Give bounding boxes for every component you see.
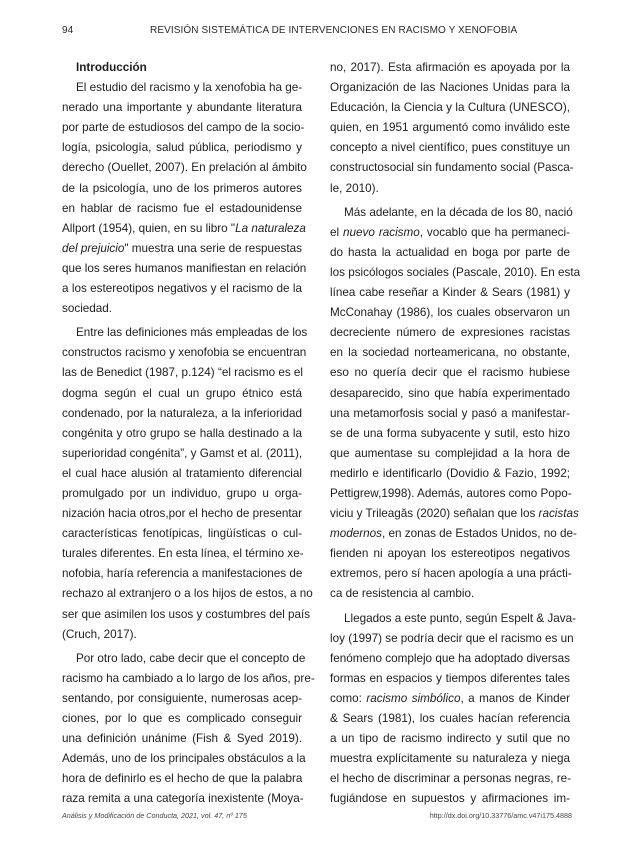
text-line: superioridad congénita”, y Gamst et al. (2011), xyxy=(62,446,303,460)
text-line: condenado, por la naturaleza, a la inferioridad xyxy=(62,406,302,420)
text-line: ciones, por lo que es complicado conseguir xyxy=(62,712,302,725)
text-line: hora de definirlo es el hecho de que la palabra xyxy=(62,772,303,786)
text-line: en la sociedad norteamericana, no obstante, xyxy=(330,346,570,360)
text-line: Organización de las Naciones Unidas para la xyxy=(330,81,570,95)
text-line: por parte de estudiosos del campo de la socio- xyxy=(62,121,305,135)
text-segment: , en zonas de Estados Unidos, no de- xyxy=(381,527,577,541)
text-line: derecho (Ouellet, 2007). En prelación al ámbito xyxy=(62,161,307,175)
text-line: El estudio del racismo y la xenofobia ha ge- xyxy=(76,81,303,95)
text-line: nerado una importante y abundante literatura xyxy=(62,101,302,115)
text-line: logía, psicología, salud pública, periodismo y xyxy=(62,141,302,155)
text-line: raza remita a una categoría inexistente (Moya- xyxy=(62,792,304,806)
text-line: dogma según el cual un grupo étnico está xyxy=(62,386,302,400)
text-line: desaparecido, sino que había experimentado xyxy=(330,386,570,400)
text-line xyxy=(330,524,577,544)
text-line: fienden ni apoyan los estereotipos negativos xyxy=(330,547,570,561)
text-line: fenómeno complejo que ha adoptado diversas xyxy=(330,651,570,665)
text-line: en hablar de racismo fue el estadounidense xyxy=(62,201,302,215)
right-text-column xyxy=(330,58,581,809)
text-line: racismo ha cambiado a lo largo de los años, pre- xyxy=(62,671,315,685)
page-number: 94 xyxy=(62,25,74,36)
text-line: Más adelante, en la década de los 80, nació xyxy=(344,205,573,219)
left-text-column xyxy=(62,58,315,809)
italic-text: del prejuicio xyxy=(62,241,125,255)
text-line: McConahay (1986), los cuales observaron un xyxy=(330,306,570,320)
doi-link[interactable]: http://dx.doi.org/10.33776/amc.v47i175.4888 xyxy=(429,811,572,820)
text-line: promulgado por un individuo, grupo u orga- xyxy=(62,486,302,500)
text-segment: Allport (1954), quien, en su libro " xyxy=(62,221,236,235)
text-line: Pettigrew,1998). Además, autores como Popo- xyxy=(330,486,572,500)
text-line: extremos, pero sí hacen apología a una prácti- xyxy=(330,567,572,581)
italic-text: La naturaleza xyxy=(235,221,306,235)
section-heading: Introducción xyxy=(76,61,147,74)
text-line: ca de resistencia al cambio. xyxy=(330,587,475,601)
text-line: a los estereotipos negativos y el racismo de la xyxy=(62,282,302,296)
text-line: congénita y otro grupo se halla destinado a la xyxy=(62,426,302,440)
text-line xyxy=(62,239,302,259)
text-line: características fenotípicas, lingüísticas o cul- xyxy=(62,527,302,541)
text-line: muestra explícitamente su naturaleza y niega xyxy=(330,752,570,766)
text-segment: como: xyxy=(330,691,367,705)
text-line xyxy=(330,504,579,524)
text-line: concepto a nivel científico, pues constituye un xyxy=(330,141,570,155)
text-line: sociedad. xyxy=(62,302,113,316)
italic-text: racistas xyxy=(538,507,579,521)
text-line: se de una forma subyacente y sutil, esto hizo xyxy=(330,426,570,440)
text-line: medirlo e identificarlo (Dovidio & Fazio, 1992; xyxy=(330,466,570,480)
italic-text: racismo simbólico xyxy=(366,691,461,705)
text-line xyxy=(330,689,570,709)
text-line: constructosocial sin fundamento social (Pasca- xyxy=(330,161,574,175)
text-line: (Cruch, 2017). xyxy=(62,627,137,641)
text-line: una definición unánime (Fish & Syed 2019). xyxy=(62,732,302,746)
text-line: nización hacia otros,por el hecho de presentar xyxy=(62,507,302,521)
text-line: turales diferentes. En esta línea, el término xe- xyxy=(62,547,304,561)
text-line: las de Benedict (1987, p.124) “el racismo es el xyxy=(62,366,304,380)
text-line xyxy=(62,219,306,239)
text-line: eso no quería decir que el racismo hubiese xyxy=(330,366,570,380)
text-line xyxy=(330,223,570,243)
text-line: de la psicología, uno de los primeros autores xyxy=(62,181,302,195)
text-line: los psicólogos sociales (Pascale, 2010). En esta xyxy=(330,265,581,279)
text-line: línea cabe reseñar a Kinder & Sears (1981) y xyxy=(330,286,570,300)
text-line: Por otro lado, cabe decir que el concepto de xyxy=(76,651,306,665)
text-line: fugiándose en supuestos y afirmaciones im- xyxy=(330,792,570,806)
text-line: el hecho de discriminar a personas negras, re- xyxy=(330,772,572,786)
text-line: Educación, la Ciencia y la Cultura (UNESCO), xyxy=(330,101,570,115)
text-line: una metamorfosis social y pasó a manifestar- xyxy=(330,406,570,420)
text-line: que los seres humanos manifiestan en relación xyxy=(62,261,307,275)
text-line: & Sears (1981), los cuales hacían referencia xyxy=(330,712,570,725)
running-title: REVISIÓN SISTEMÁTICA DE INTERVENCIONES EN RACISMO Y XENOFOBIA xyxy=(150,25,518,36)
text-line: quien, en 1951 argumentó como inválido este xyxy=(330,121,570,135)
text-segment: viciu y Trileagăs (2020) señalan que los xyxy=(330,507,539,521)
text-line: nofobia, haría referencia a manifestaciones de xyxy=(62,567,303,581)
text-line: loy (1997) se podría decir que el racismo es un xyxy=(330,631,574,645)
text-line: Además, uno de los principales obstáculos a la xyxy=(62,752,306,766)
text-line: Llegados a este punto, según Espelt & Java- xyxy=(344,611,576,625)
text-line: el cual hace alusión al tratamiento diferencial xyxy=(62,466,302,480)
text-line: que aumentase su complejidad a la hora de xyxy=(330,446,570,460)
text-line: formas en espacios y tiempos diferentes tales xyxy=(330,671,570,685)
text-segment: , vocablo que ha permaneci- xyxy=(419,225,570,239)
text-segment: , a manos de Kinder xyxy=(460,691,571,705)
italic-text: modernos xyxy=(330,527,382,541)
journal-citation: Análisis y Modificación de Conducta, 2021, vol. 47, nº 175 xyxy=(62,811,247,820)
text-line: rechazo al extranjero o a los hijos de estos, a no xyxy=(62,587,313,601)
text-segment: " muestra una serie de respuestas xyxy=(124,241,302,255)
text-line: a un tipo de racismo indirecto y sutil que no xyxy=(330,732,570,746)
text-line: do hasta la actualidad en boga por parte de xyxy=(330,245,570,259)
text-line: Entre las definiciones más empleadas de los xyxy=(76,326,308,340)
italic-text: nuevo racismo xyxy=(343,225,420,239)
text-segment: el xyxy=(330,225,344,239)
text-line: decreciente número de expresiones racistas xyxy=(330,326,570,340)
text-line: no, 2017). Esta afirmación es apoyada por la xyxy=(330,61,570,74)
text-line: ser que asimilen los usos y costumbres del país xyxy=(62,607,311,621)
text-line: sentando, por consiguiente, numerosas acep- xyxy=(62,691,302,705)
text-line: le, 2010). xyxy=(330,181,379,195)
text-line: constructos racismo y xenofobia se encuentran xyxy=(62,346,307,360)
